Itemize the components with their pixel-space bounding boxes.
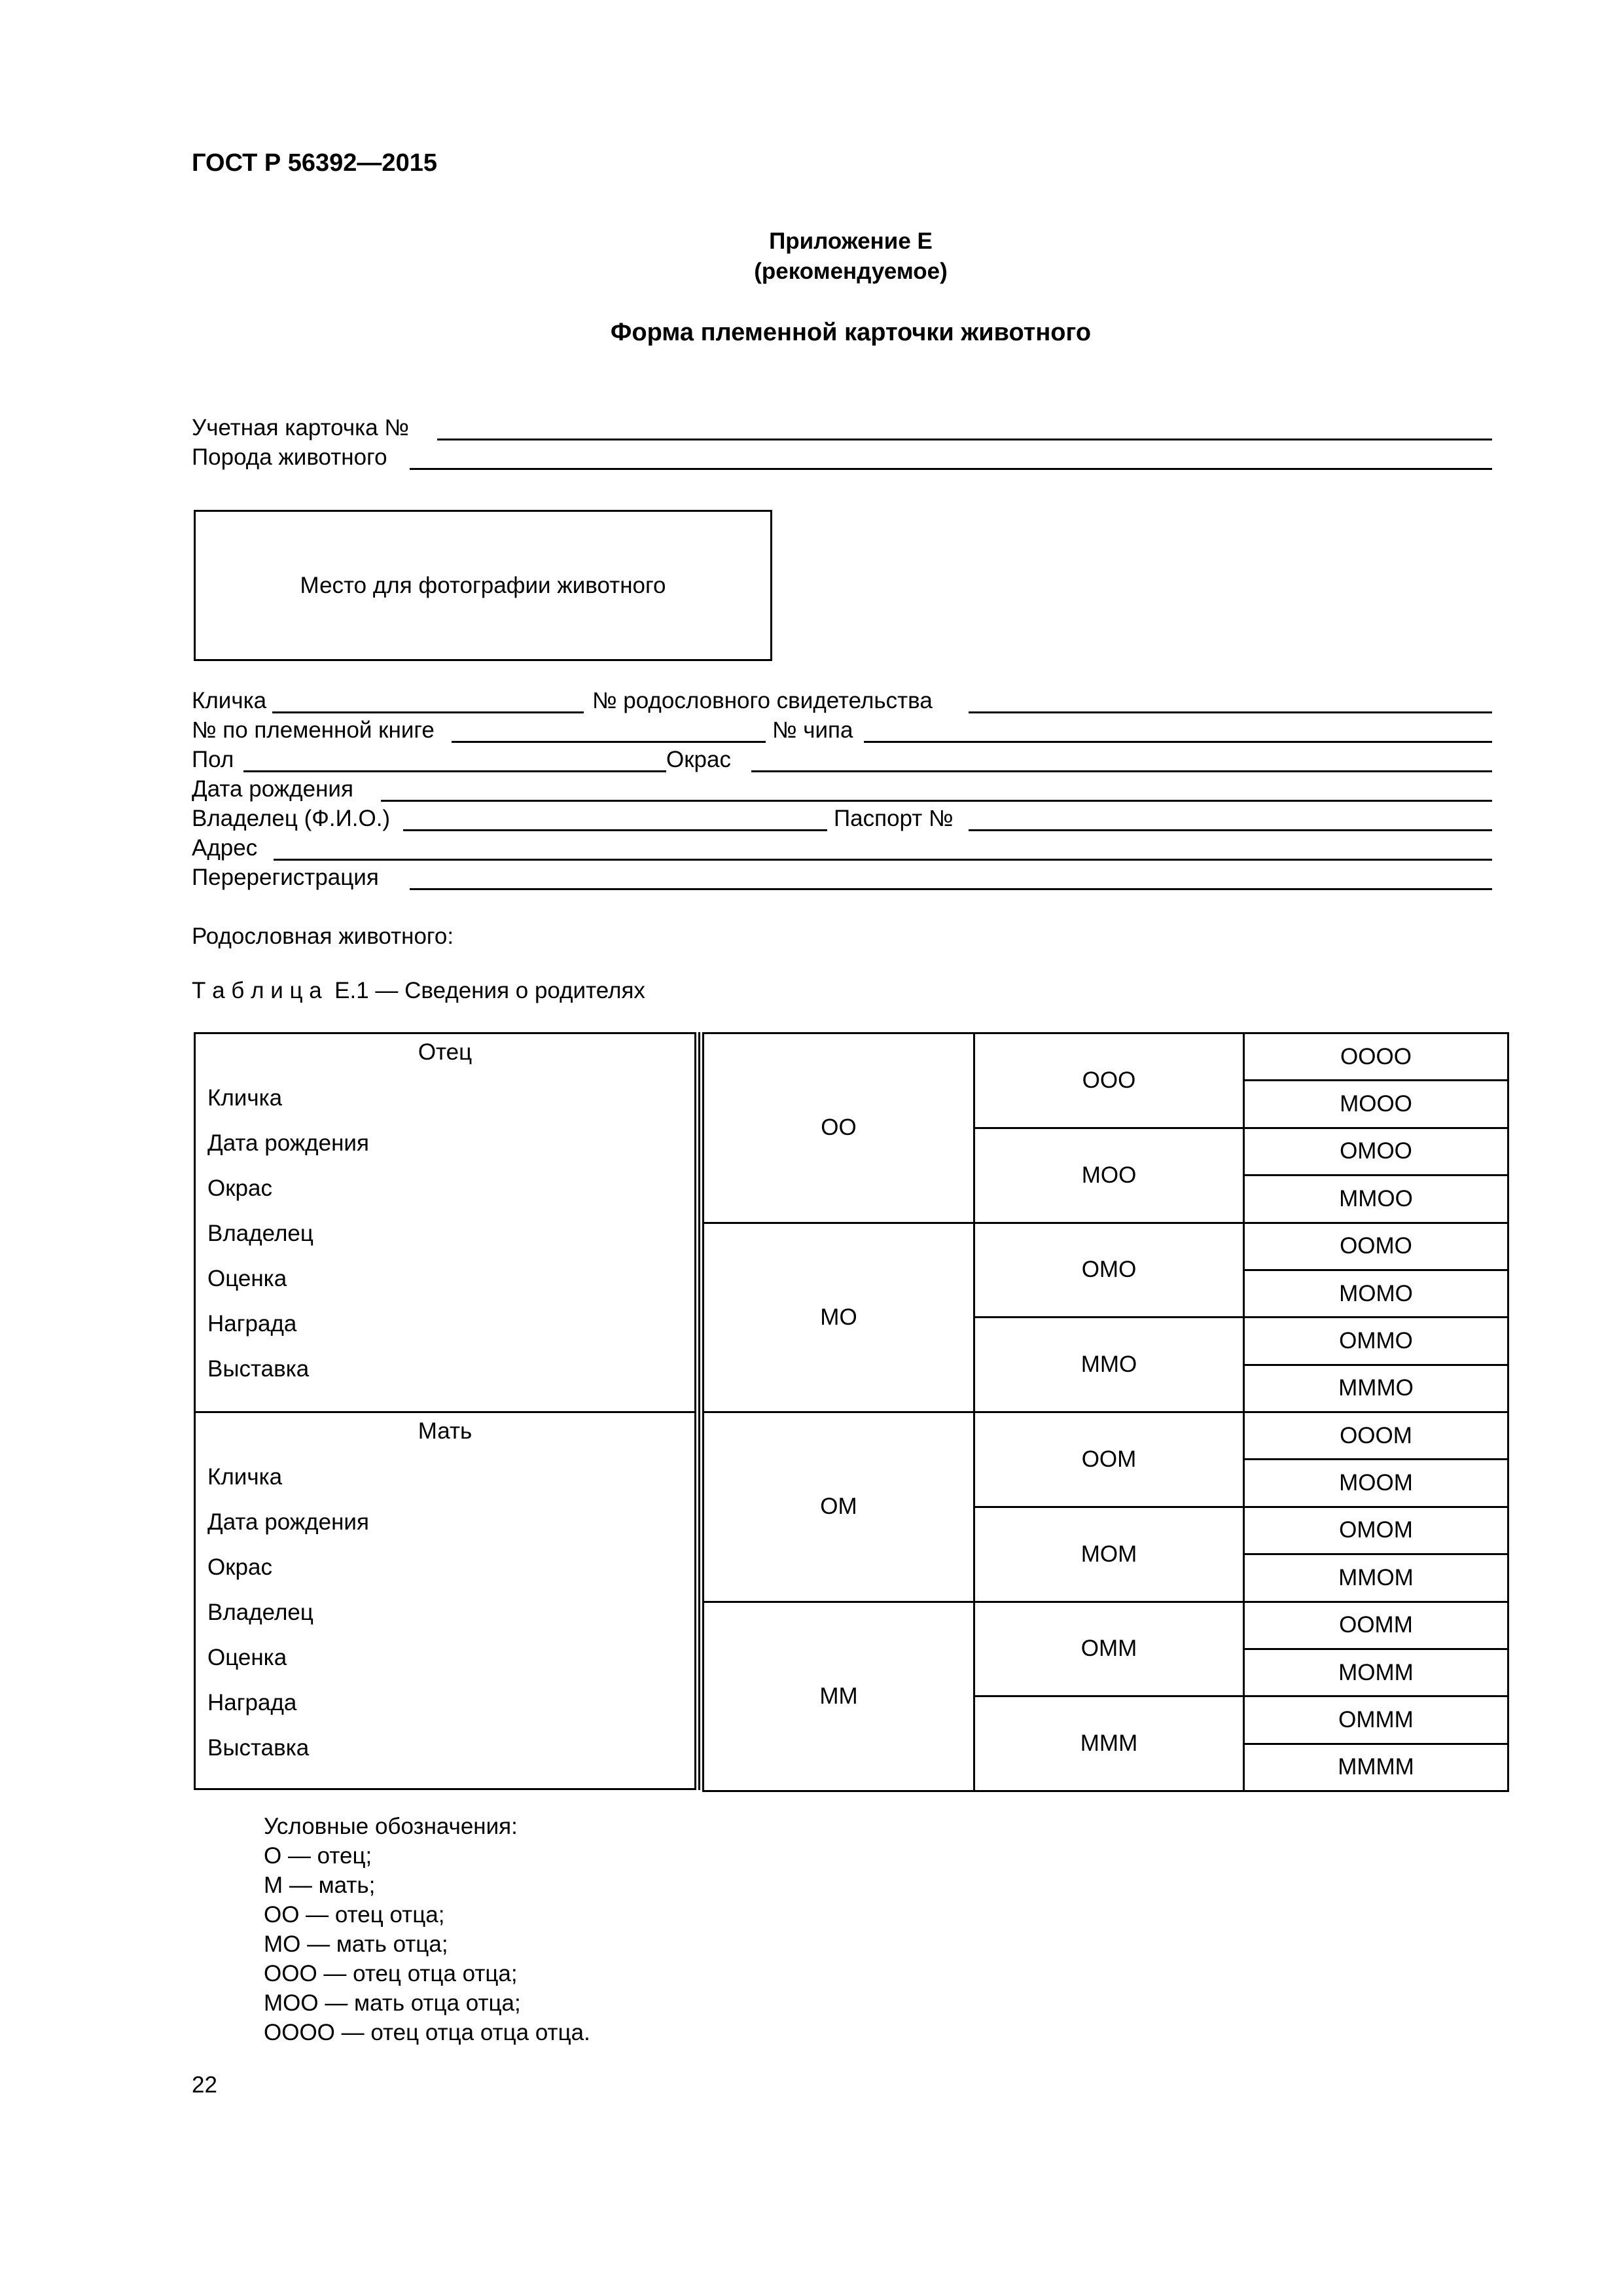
gen2-cell: ММ [702, 1601, 975, 1793]
pedigree-heading: Родословная животного: [192, 924, 454, 949]
pedigree-cert-label: № родословного свидетельства [592, 688, 933, 713]
father-row-owner: Владелец [207, 1221, 313, 1246]
mother-row-name: Кличка [207, 1464, 283, 1490]
page-number: 22 [192, 2072, 217, 2098]
standard-number: ГОСТ Р 56392—2015 [192, 149, 437, 177]
father-row-rating: Оценка [207, 1266, 287, 1291]
gen3-cell: ОМО [973, 1222, 1245, 1319]
address-field[interactable] [274, 859, 1492, 861]
gen4-cell: ОООМ [1243, 1411, 1509, 1460]
parents-table [194, 1032, 1509, 1790]
gen2-cell: МО [702, 1222, 975, 1414]
mother-panel [194, 1411, 696, 1790]
owner-field[interactable] [403, 829, 827, 831]
gen4-cell: ОММО [1243, 1316, 1509, 1365]
gen2-cell: ОМ [702, 1411, 975, 1603]
mother-row-owner: Владелец [207, 1600, 313, 1625]
gen4-cell: ОМОО [1243, 1127, 1509, 1176]
annex-heading [0, 226, 1623, 287]
name-field[interactable] [272, 711, 584, 713]
annex-status: (рекомендуемое) [754, 259, 948, 284]
gen4-cell: ООМО [1243, 1222, 1509, 1271]
legend [264, 1812, 590, 2047]
gen4-cell: МОМО [1243, 1269, 1509, 1318]
father-row-birth-date: Дата рождения [207, 1130, 369, 1156]
gen4-cell: ОООО [1243, 1032, 1509, 1081]
mother-title: Мать [418, 1418, 473, 1444]
sex-field[interactable] [243, 770, 666, 772]
father-title: Отец [418, 1039, 473, 1065]
card-no-label: Учетная карточка № [192, 415, 409, 440]
herdbook-label: № по племенной книге [192, 717, 435, 743]
owner-label: Владелец (Ф.И.О.) [192, 806, 391, 831]
photo-placeholder[interactable] [194, 510, 772, 661]
reregistration-field[interactable] [410, 888, 1492, 890]
herdbook-field[interactable] [452, 741, 766, 743]
address-label: Адрес [192, 835, 258, 861]
color-label: Окрас [666, 747, 731, 772]
pedigree-cert-field[interactable] [969, 711, 1492, 713]
gen2-cell: ОО [702, 1032, 975, 1224]
birth-date-field[interactable] [381, 800, 1492, 802]
gen4-cell: МММО [1243, 1364, 1509, 1413]
legend-item: ОООО — отец отца отца отца. [264, 2020, 590, 2045]
mother-row-award: Награда [207, 1690, 297, 1715]
father-row-color: Окрас [207, 1175, 272, 1201]
gen4-cell: ММОО [1243, 1174, 1509, 1223]
father-panel [194, 1032, 696, 1413]
legend-item: ООО — отец отца отца; [264, 1961, 518, 1986]
passport-label: Паспорт № [834, 806, 954, 831]
gen3-cell: ОММ [973, 1601, 1245, 1698]
chip-field[interactable] [864, 741, 1492, 743]
gen4-cell: ММММ [1243, 1743, 1509, 1792]
legend-item: ОО — отец отца; [264, 1902, 445, 1928]
sex-label: Пол [192, 747, 234, 772]
card-no-field[interactable] [437, 439, 1492, 440]
gen3-cell: ООО [973, 1032, 1245, 1129]
gen3-cell: МММ [973, 1695, 1245, 1792]
gen4-cell: ООММ [1243, 1601, 1509, 1650]
annex-title: Приложение Е [769, 228, 933, 254]
gen4-cell: МООО [1243, 1079, 1509, 1128]
breed-label: Порода животного [192, 444, 387, 470]
chip-label: № чипа [772, 717, 853, 743]
breed-field[interactable] [410, 468, 1492, 470]
gen3-cell: МОО [973, 1127, 1245, 1224]
legend-item: М — мать; [264, 1873, 376, 1898]
gen3-cell: МОМ [973, 1506, 1245, 1603]
passport-field[interactable] [969, 829, 1492, 831]
reregistration-label: Перерегистрация [192, 865, 379, 890]
gen4-cell: ММОМ [1243, 1553, 1509, 1602]
gen4-cell: ОМОМ [1243, 1506, 1509, 1555]
gen4-cell: МООМ [1243, 1458, 1509, 1507]
form-title: Форма племенной карточки животного [610, 319, 1092, 346]
table-caption: Т а б л и ц а Е.1 — Сведения о родителях [192, 978, 645, 1003]
father-row-show: Выставка [207, 1356, 310, 1382]
birth-date-label: Дата рождения [192, 776, 353, 802]
mother-row-show: Выставка [207, 1735, 310, 1761]
legend-item: МОО — мать отца отца; [264, 1990, 521, 2016]
gen3-cell: ММО [973, 1316, 1245, 1413]
father-row-name: Кличка [207, 1085, 283, 1111]
gen4-cell: ОМММ [1243, 1695, 1509, 1744]
father-row-award: Награда [207, 1311, 297, 1336]
mother-row-rating: Оценка [207, 1645, 287, 1670]
name-label: Кличка [192, 688, 267, 713]
legend-title: Условные обозначения: [264, 1814, 518, 1839]
legend-item: МО — мать отца; [264, 1931, 448, 1957]
legend-item: О — отец; [264, 1843, 372, 1869]
photo-placeholder-text: Место для фотографии животного [300, 572, 666, 598]
gen3-cell: ООМ [973, 1411, 1245, 1508]
mother-row-birth-date: Дата рождения [207, 1509, 369, 1535]
mother-row-color: Окрас [207, 1554, 272, 1580]
gen4-cell: МОММ [1243, 1648, 1509, 1697]
color-field[interactable] [751, 770, 1492, 772]
